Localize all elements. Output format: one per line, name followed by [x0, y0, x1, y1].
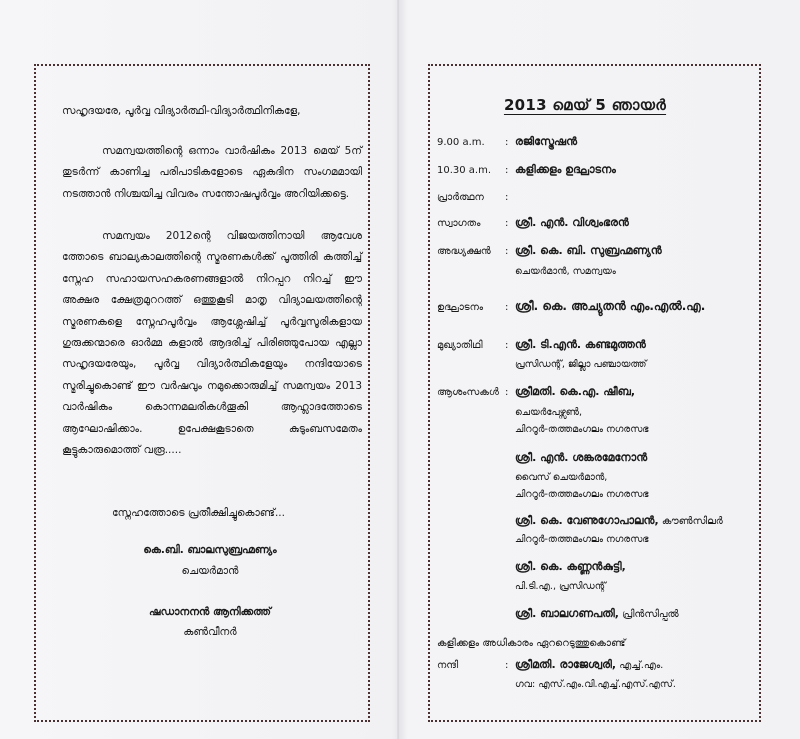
greeting-name: ശ്രീ. എൻ. ശങ്കരമേനോൻ	[515, 451, 648, 464]
thanks-school: ഗവ: എസ്.എം.വി.എച്ച്.എസ്.എസ്.	[515, 679, 676, 690]
row-subtitle: ചെയർമാൻ, സമന്വയം	[515, 266, 616, 277]
para2-line: വരൂ.....	[143, 444, 182, 457]
row-label: ഉദ്ഘാടനം	[437, 302, 484, 313]
para2-line: കളാൽ ആദരിച്ച് പിരിഞ്ഞുപോയ എല്ലാ സഹൃദയരേയും,	[62, 337, 362, 371]
row-label: ആശംസകൾ	[437, 387, 499, 398]
salutation: സഹൃദയരേ, പൂർവ്വ വിദ്യാർത്ഥി-വിദ്യാർത്ഥിനികളേ,	[62, 105, 301, 117]
row-colon: :	[505, 137, 509, 148]
greeting-name: ശ്രീ. ബാലഗണപതി, പ്രിൻസിപ്പൽ	[515, 607, 679, 620]
row-label: 10.30 a.m.	[437, 165, 492, 176]
greeting-line: വൈസ് ചെയർമാൻ,	[515, 472, 608, 483]
row-colon: :	[505, 165, 509, 176]
row-subtitle: പ്രസിഡന്റ്, ജില്ലാ പഞ്ചായത്ത്	[515, 359, 647, 370]
closing-line: സ്നേഹത്തോടെ പ്രതീക്ഷിച്ചുകൊണ്ട്...	[112, 507, 285, 519]
para2-line: പൂർവ്വ വിദ്യാർത്ഥികളേയും നന്ദിയോടെ സ്മരിച്ചുകൊണ്ട്	[62, 358, 362, 392]
signatory-1-title: ചെയർമാൻ	[181, 565, 239, 577]
page-fold	[397, 0, 400, 739]
para2-line: ആശ്ലേഷിച്ച് പൂർവ്വസൂരികളായ ഗുരുക്കന്മാരെ ഓർമ്മ	[62, 315, 362, 350]
handover-line: കളിക്കളം അധികാരം ഏററെടുത്തുകൊണ്ട്	[437, 638, 626, 649]
row-value: രജിസ്ട്രേഷൻ	[515, 135, 578, 148]
row-subtitle: ചെയർപേഴ്സൺ,	[515, 407, 582, 418]
greeting-extra: പ്രിൻസിപ്പൽ	[622, 609, 679, 620]
row-value: ശ്രീ. കെ. ബി. സുബ്രഹ്മണ്യൻ	[515, 244, 662, 257]
row-subtitle: ചിററൂർ-തത്തമംഗലം നഗരസഭ	[515, 424, 649, 435]
para2-line: കത്തിച്ച് സ്നേഹ സഹായസഹകരണങ്ങളാൽ നിറപ്പറ	[62, 251, 362, 285]
row-colon: :	[505, 387, 509, 398]
row-colon: :	[505, 660, 509, 671]
row-label: മുഖ്യാതിഥി	[437, 340, 483, 351]
row-colon: :	[505, 302, 509, 313]
row-label: സ്വാഗതം	[437, 218, 481, 229]
thanks-label: നന്ദി	[437, 660, 459, 671]
para2-line: വിദ്യാലയത്തിന്റെ സ്മരണകളെ സ്നേഹപൂർവ്വം	[62, 294, 363, 328]
para2-line: ത്തോടെ ബാല്യകാലത്തിന്റെ സ്മരണകൾക്ക് പൂത്തിരി	[62, 251, 318, 264]
greeting-extra: കൗൺസിലർ	[661, 516, 723, 527]
greeting-name: ശ്രീ. കെ. കണ്ണൻകുട്ടി,	[515, 560, 626, 573]
greeting-line: ചിററൂർ-തത്തമംഗലം നഗരസഭ	[515, 489, 649, 500]
para2-line: നിറച്ച് ഈ അക്ഷര ക്ഷേത്രമുററത്ത് ഒത്തുകൂടി മാതൃ	[62, 272, 362, 307]
paragraph-1	[62, 141, 362, 205]
row-value: ശ്രീ. ടി.എൻ. കണ്ടമുത്തൻ	[515, 338, 646, 351]
para2-line: ഉപേക്ഷകൂടാതെ കുടുംബസമേതം കൂട്ടുകാരുമൊത്ത്	[62, 422, 362, 457]
row-label: പ്രാർത്ഥന	[437, 192, 484, 203]
thanks-role: എച്ച്.എം.	[619, 660, 664, 671]
program-date-heading: 2013 മെയ് 5 ഞായർ	[503, 96, 667, 114]
row-value: ശ്രീമതി. കെ.എ. ഷീബ,	[515, 385, 636, 398]
row-value: കളിക്കളം ഉദ്ഘാടനം	[515, 163, 616, 176]
row-colon: :	[505, 218, 509, 229]
thanks-name: ശ്രീമതി. രാജേശ്വരി, എച്ച്.എം.	[515, 658, 664, 671]
row-colon: :	[505, 192, 509, 203]
para1-line: തുടർന്ന് കാണിച്ച പരിപാടികളോടെ ഏകദിന സംഗമമായി	[62, 166, 362, 179]
row-value: ശ്രീ. കെ. അച്യുതൻ എം.എൽ.എ.	[515, 299, 706, 313]
para2-line: ഈ വർഷവും നമുക്കൊരുമിച്ച് സമന്വയം 2013 വാർഷികം	[62, 379, 363, 414]
signatory-1-name: കെ.ബി. ബാലസുബ്രഹ്മണ്യം	[143, 544, 277, 556]
para1-line: നടത്താൻ നിശ്ചയിച്ച വിവരം സന്തോഷപൂർവ്വം അറിയിക്കട്ടെ.	[62, 187, 350, 200]
greeting-name: ശ്രീ. കെ. വേണുഗോപാലൻ, കൗൺസിലർ	[515, 514, 723, 527]
row-label: 9.00 a.m.	[437, 137, 485, 148]
paragraph-2	[62, 226, 362, 461]
row-value: ശ്രീ. എൻ. വിശ്വംഭരൻ	[515, 216, 629, 229]
row-colon: :	[505, 246, 509, 257]
greeting-line: പി.ടി.എ., പ്രസിഡന്റ്	[515, 581, 606, 592]
para1-line: സമന്വയത്തിന്റെ ഒന്നാം വാർഷികം 2013 മെയ് 5ന്	[102, 145, 362, 157]
para2-line: കൊന്നമലരികൾതൂകി ആഹ്ലാദത്തോടെ ആഘോഷിക്കാം.	[62, 401, 362, 435]
para2-line: സമന്വയം 2012ന്റെ വിജയത്തിനായി ആവേശ	[102, 230, 362, 242]
signatory-2-title: കൺവീനർ	[183, 626, 237, 638]
greeting-line: ചിററൂർ-തത്തമംഗലം നഗരസഭ	[515, 534, 649, 545]
signatory-2-name: ഷഡാനനൻ ആനിക്കത്ത്	[149, 606, 271, 618]
row-colon: :	[505, 340, 509, 351]
row-label: അദ്ധ്യക്ഷൻ	[437, 246, 491, 257]
